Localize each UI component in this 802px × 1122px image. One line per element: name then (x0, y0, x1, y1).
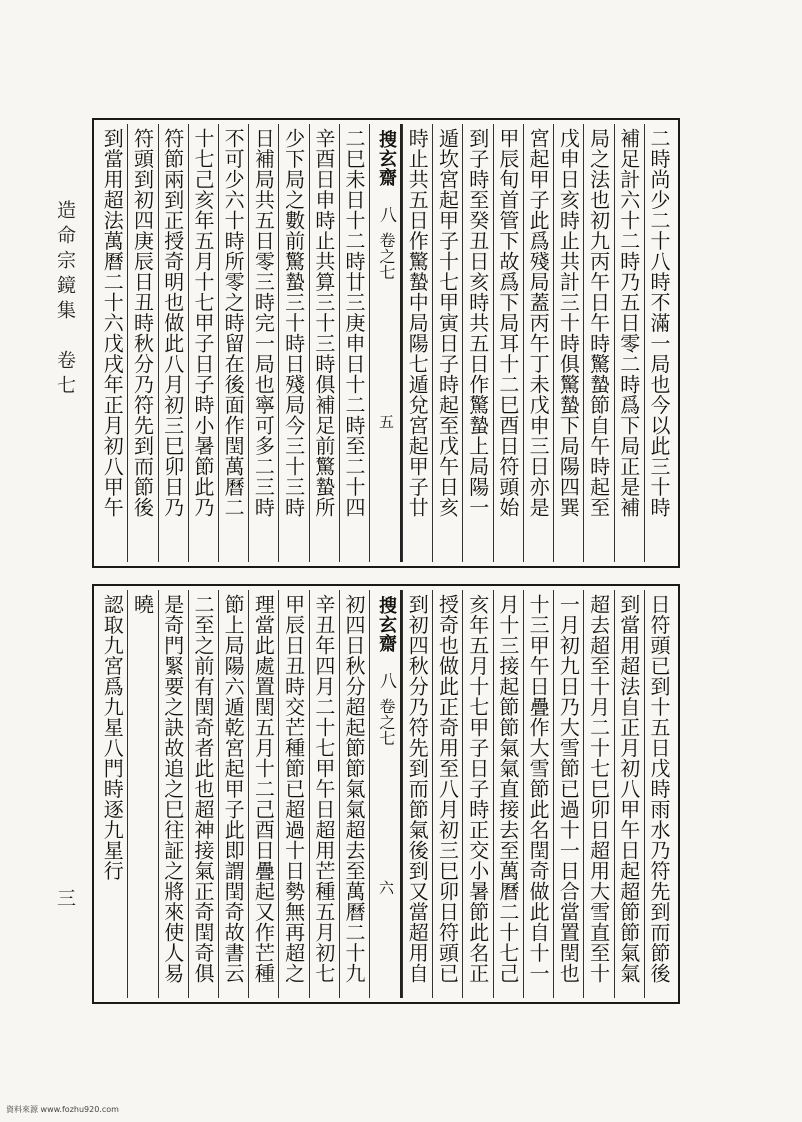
gutter-fold-mark: 八 (376, 206, 397, 223)
book-title: 造命宗鏡集 卷七 (54, 200, 76, 400)
footer-credit: 資料來源 www.fozhu920.com (6, 1105, 119, 1114)
text-column: 二巳未日十二時廿三庚申日十二時至二十四 (339, 124, 369, 562)
gutter-fold-mark: 八 (376, 672, 397, 689)
text-column: 到當用超法萬曆二十六戊戌年正月初八甲午 (100, 128, 125, 518)
text-column: 宮起甲子此爲殘局蓋丙午丁未戊申三日亦是 (523, 124, 553, 562)
text-column: 遁坎宮起甲子十七甲寅日子時起至戊午日亥 (432, 124, 462, 562)
text-column: 少下局之數前驚蟄三十時日殘局今三十三時 (278, 124, 308, 562)
text-column: 到子時至癸丑日亥時共五日作驚蟄上局陽一 (462, 124, 492, 562)
text-column: 初四日秋分超起節節氣氣超去至萬曆二十九 (339, 590, 369, 998)
top-spread (92, 118, 680, 568)
text-column: 補足計六十二時乃五日零二時爲下局正是補 (614, 124, 644, 562)
text-column: 二時尚少二十八時不滿一局也今以此三十時 (644, 124, 674, 562)
text-column: 到初四秋分乃符先到而節氣後到又當超用自 (402, 590, 432, 998)
text-column: 符頭到初四庚辰日丑時秋分乃符先到而節後 (127, 124, 157, 562)
text-column: 理當此處置閏五月十二己酉日疊起又作芒種 (248, 590, 278, 998)
text-column: 一月初九日乃大雪節已過十一日合當置閏也 (553, 590, 583, 998)
gutter-volume: 卷之七 (377, 698, 397, 746)
text-column: 符節兩到正授奇明也做此八月初三巳卯日乃 (158, 124, 188, 562)
text-column: 曉 (127, 590, 157, 998)
text-column: 十七己亥年五月十七甲子日子時小暑節此乃 (188, 124, 218, 562)
text-column: 授奇也做此正奇用至八月初三巳卯日符頭已 (432, 590, 462, 998)
text-column: 節上局陽六遁乾宮起甲子此即謂閏奇故書云 (218, 590, 248, 998)
text-column: 戊申日亥時止共計三十時俱驚蟄下局陽四巽 (553, 124, 583, 562)
text-column: 超去超至十月二十七巳卯日超用大雪直至十 (583, 590, 613, 998)
fold-gutter (369, 124, 402, 562)
text-column: 甲辰日丑時交芒種節已超過十日勢無再超之 (278, 590, 308, 998)
text-column: 辛酉日申時止共算三十三時俱補足前驚蟄所 (309, 124, 339, 562)
text-column: 甲辰旬首管下故爲下局耳十二巳酉日符頭始 (493, 124, 523, 562)
text-column: 局之法也初九丙午日午時驚蟄節自午時起至 (583, 124, 613, 562)
text-column: 亥年五月十七甲子日子時正交小暑節此名正 (462, 590, 492, 998)
fold-gutter (369, 590, 402, 998)
gutter-leaf-number: 五 (377, 414, 396, 429)
gutter-title: 搜玄齋 (376, 130, 398, 187)
text-column: 日符頭已到十五日戊時雨水乃符先到而節後 (644, 590, 674, 998)
gutter-leaf-number: 六 (377, 880, 396, 895)
text-column: 到當用超法自正月初八甲午日起超節節氣氣 (614, 590, 644, 998)
text-column: 辛丑年四月二十七甲午日超用芒種五月初七 (309, 590, 339, 998)
text-column: 日補局共五日零三時完一局也寧可多二三時 (248, 124, 278, 562)
page-number: 三 (54, 888, 76, 907)
text-column: 不可少六十時所零之時留在後面作閏萬曆二 (218, 124, 248, 562)
gutter-volume: 卷之七 (377, 232, 397, 280)
gutter-title: 搜玄齋 (376, 596, 398, 653)
text-column: 是奇門緊要之訣故追之巳往証之將來使人易 (158, 590, 188, 998)
text-column: 時止共五日作驚蟄中局陽七遁兌宮起甲子廿 (402, 124, 432, 562)
text-column: 月十三接起節節氣氣直接去至萬曆二十七己 (493, 590, 523, 998)
text-column: 認取九宮爲九星八門時逐九星行 (100, 594, 125, 881)
text-column: 十三甲午日疊作大雪節此名閏奇做此自十一 (523, 590, 553, 998)
bottom-spread (92, 584, 680, 1004)
text-column: 二至之前有閏奇者此也超神接氣正奇閏奇俱 (188, 590, 218, 998)
